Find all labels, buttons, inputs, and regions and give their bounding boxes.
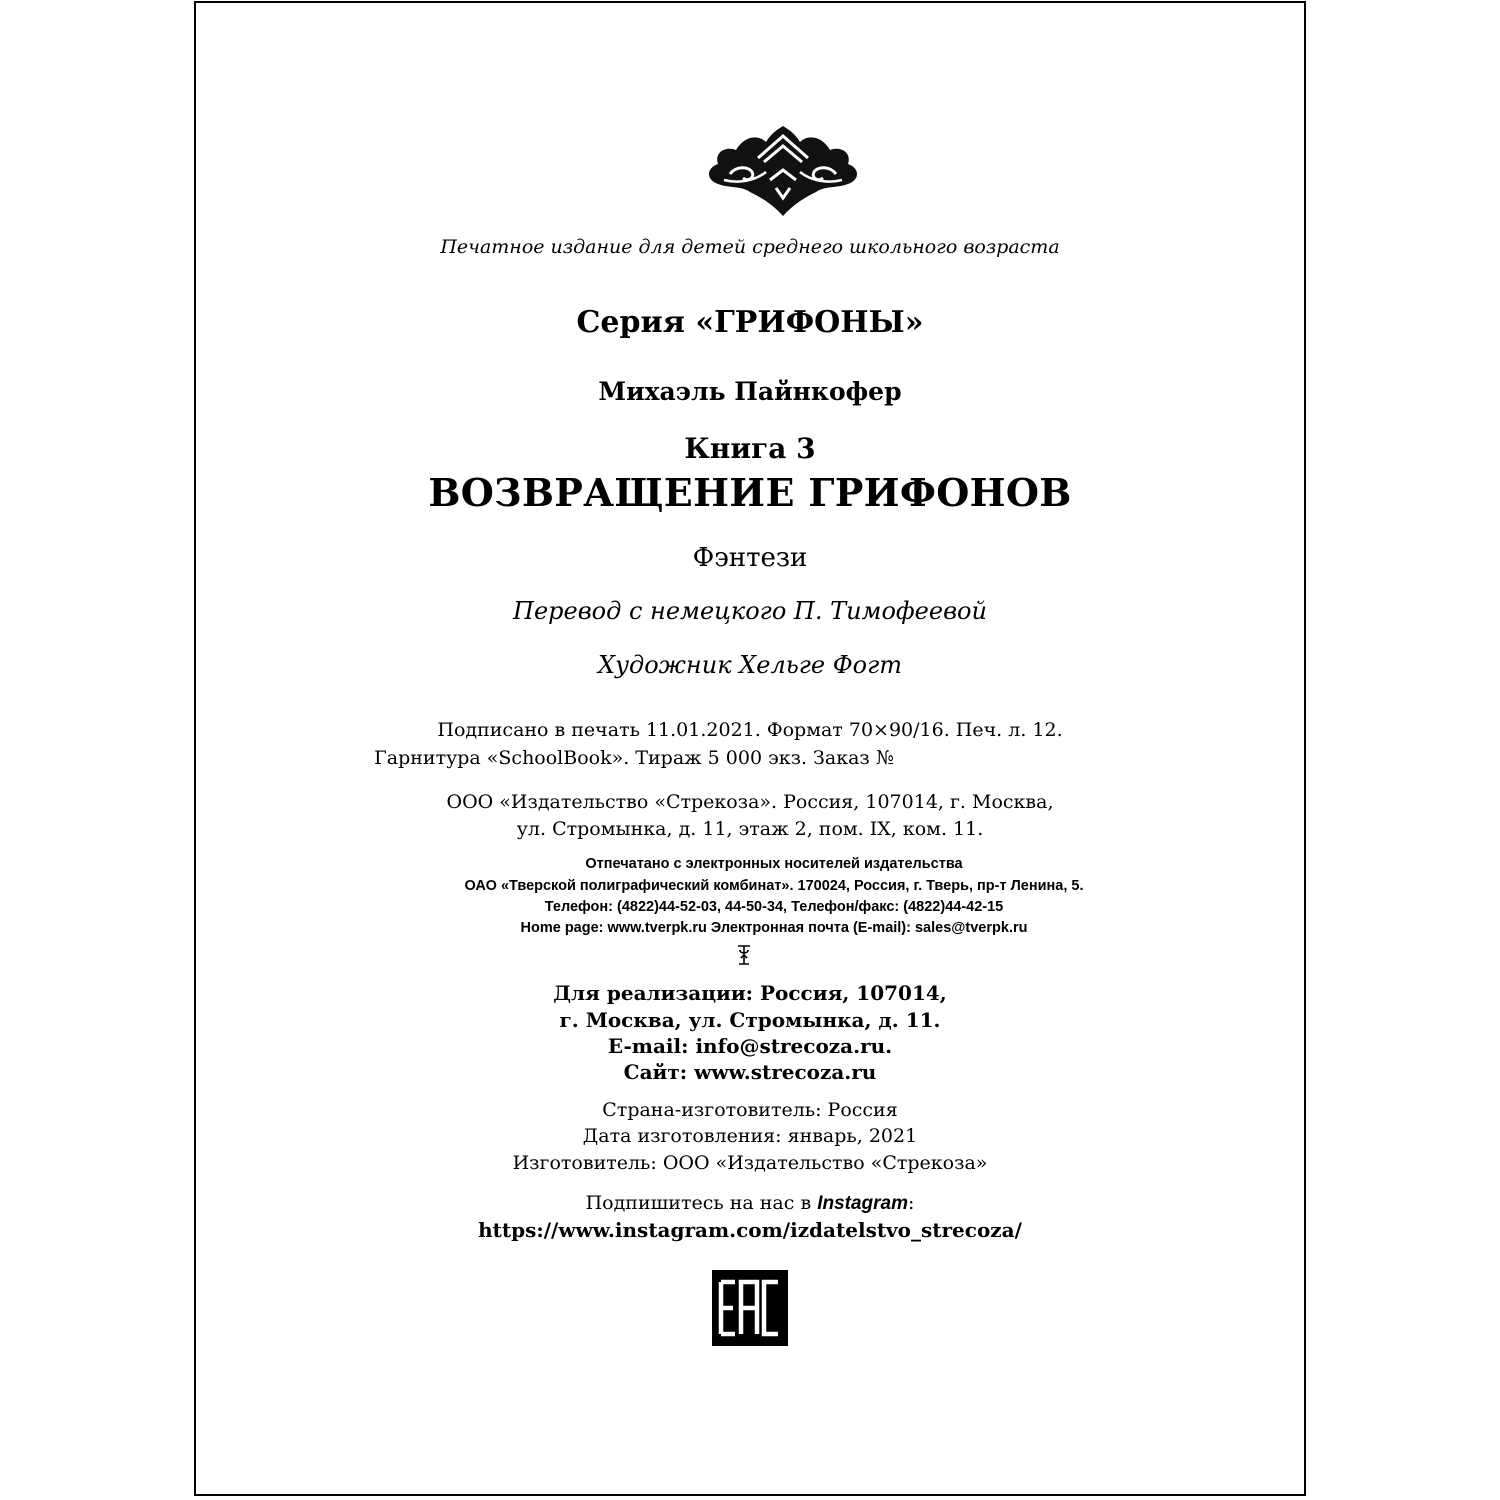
manufacturer: Изготовитель: ООО «Издательство «Стрекоза» [512,1152,988,1174]
sales-line-2: г. Москва, ул. Стромынка, д. 11. [559,1008,941,1032]
instagram-invite-suffix: : [908,1192,915,1214]
eac-mark-icon [712,1270,788,1346]
instagram-invite [0,1192,1500,1215]
tpk-logo-icon [736,944,752,966]
author-name: Михаэль Пайнкофер [598,377,902,406]
country-of-manufacture: Страна-изготовитель: Россия [602,1099,898,1121]
series-title: Серия «ГРИФОНЫ» [576,305,924,340]
publisher-address-line-1: ООО «Издательство «Стрекоза». Россия, 107014, г. Москва, [446,791,1054,813]
imprint-typeface-line: Гарнитура «SchoolBook». Тираж 5 000 экз. Заказ № [374,747,894,769]
manufacture-date: Дата изготовления: январь, 2021 [582,1125,918,1147]
instagram-url: https://www.instagram.com/izdatelstvo_strecoza/ [478,1218,1022,1242]
publisher-address-line-2: ул. Стромынка, д. 11, этаж 2, пом. IX, ком. 11. [516,818,984,840]
printer-line-1: Отпечатано с электронных носителей издательства [585,856,963,872]
book-number: Книга 3 [684,432,816,465]
sales-line-1: Для реализации: Россия, 107014, [553,981,947,1005]
translator-credit: Перевод с немецкого П. Тимофеевой [513,597,987,625]
sales-site: Сайт: www.strecoza.ru [623,1060,877,1084]
artist-credit: Художник Хельге Фогт [597,651,903,679]
sales-email: E-mail: info@strecoza.ru. [607,1034,893,1058]
printer-line-2: ОАО «Тверской полиграфический комбинат». 170024, Россия, г. Тверь, пр-т Ленина, 5. [464,878,1084,894]
instagram-invite-prefix: Подпишитесь на нас в [585,1192,818,1214]
publisher-ornament-icon [700,122,866,218]
printer-phone-line: Телефон: (4822)44-52-03, 44-50-34, Телефон/факс: (4822)44-42-15 [544,899,1004,915]
genre: Фэнтези [692,543,808,573]
printer-web-line: Home page: www.tverpk.ru Электронная почта (E-mail): sales@tverpk.ru [520,920,1028,936]
subtitle: Печатное издание для детей среднего школьного возраста [440,236,1060,258]
imprint-signed-line: Подписано в печать 11.01.2021. Формат 70×90/16. Печ. л. 12. [437,719,1063,741]
instagram-wordmark: Instagram [817,1193,908,1214]
book-title: ВОЗВРАЩЕНИЕ ГРИФОНОВ [428,470,1072,515]
